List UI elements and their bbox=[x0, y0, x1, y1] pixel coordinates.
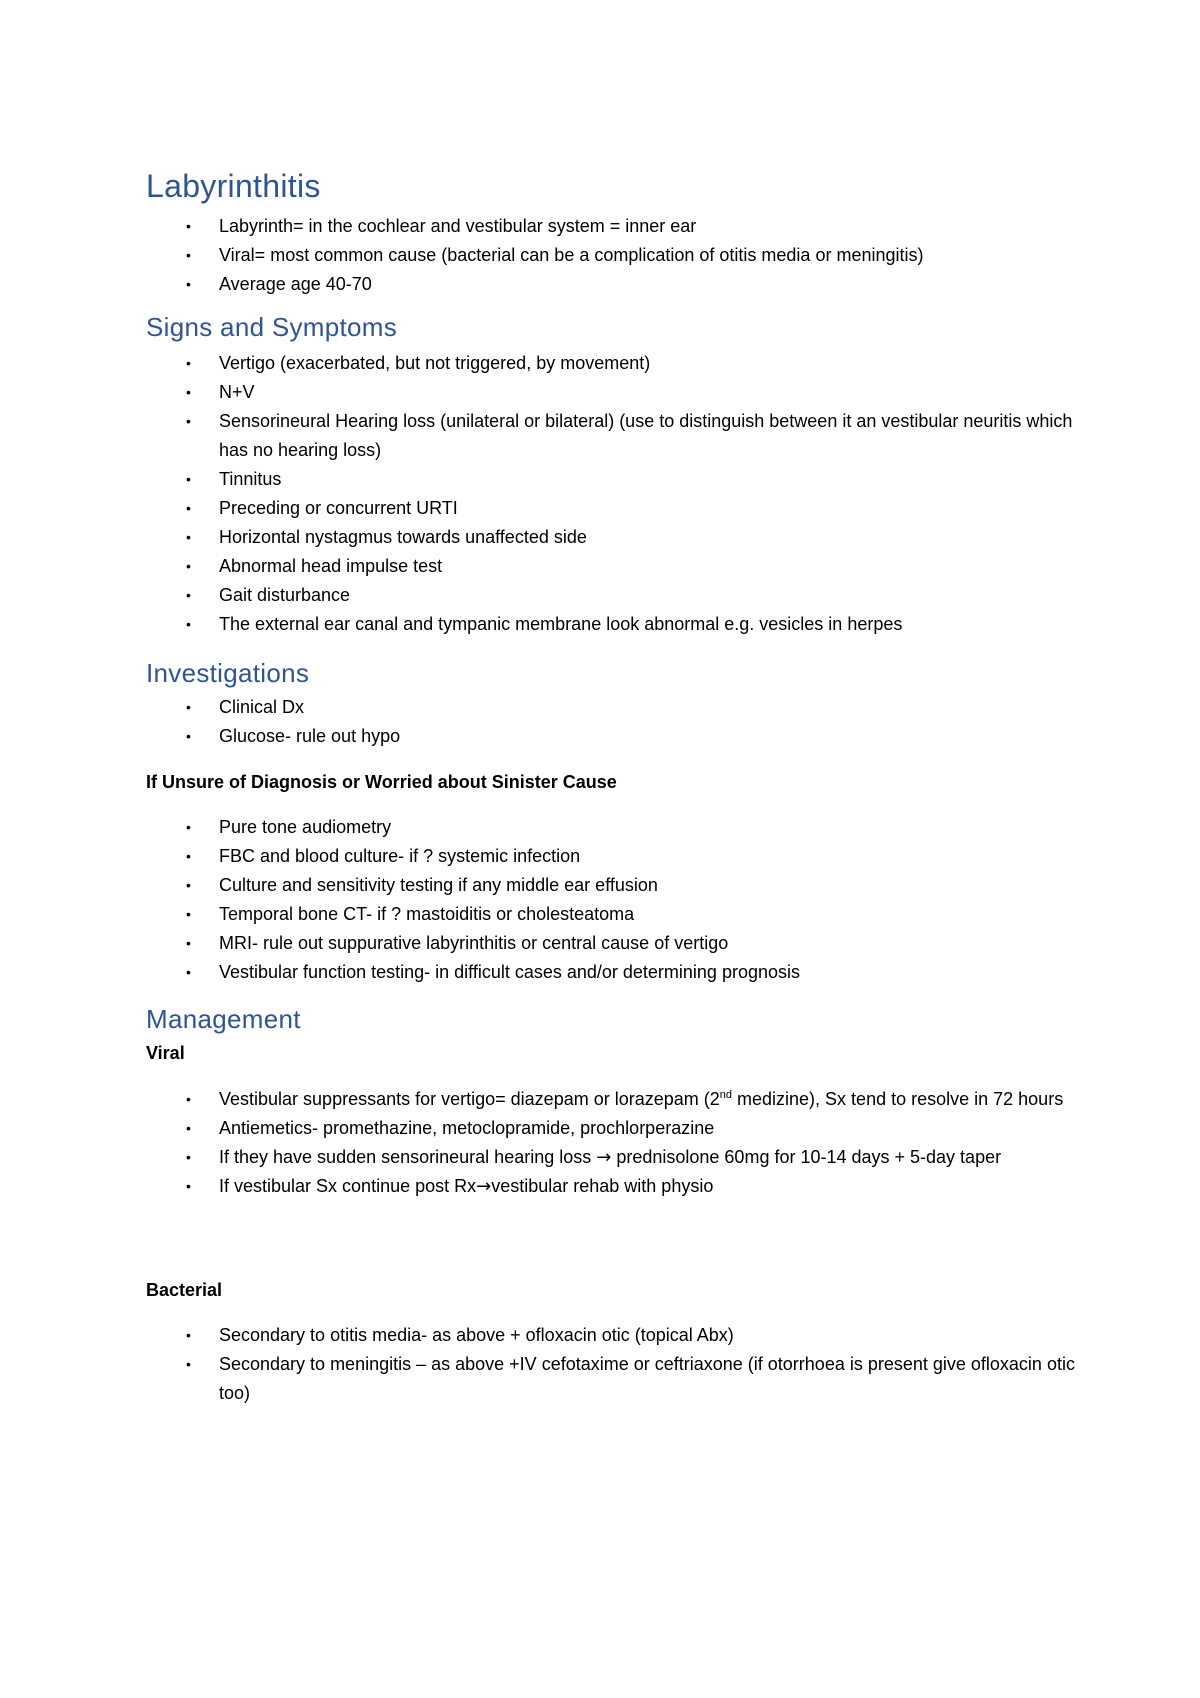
list-item: • Average age 40-70 bbox=[0, 270, 1079, 299]
bullet-icon: • bbox=[186, 1120, 191, 1136]
list-item: • The external ear canal and tympanic membrane look abnormal e.g. vesicles in herpes bbox=[0, 610, 1079, 639]
bullet-icon: • bbox=[186, 699, 191, 715]
investigations-subheading: If Unsure of Diagnosis or Worried about Sinister Cause bbox=[146, 772, 617, 792]
list-item: • Clinical Dx bbox=[0, 693, 1079, 722]
list-item: • Secondary to otitis media- as above + ofloxacin otic (topical Abx) bbox=[0, 1321, 1079, 1350]
list-item: • Gait disturbance bbox=[0, 581, 1079, 610]
bacterial-subheading: Bacterial bbox=[146, 1280, 223, 1300]
viral-subheading: Viral bbox=[146, 1043, 185, 1063]
bullet-icon: • bbox=[186, 1356, 191, 1372]
bullet-icon: • bbox=[186, 529, 191, 545]
list-item: • MRI- rule out suppurative labyrinthitis or central cause of vertigo bbox=[0, 929, 1079, 958]
bullet-icon: • bbox=[186, 616, 191, 632]
bullet-icon: • bbox=[186, 218, 191, 234]
list-item: • Pure tone audiometry bbox=[0, 813, 1079, 842]
bullet-icon: • bbox=[186, 819, 191, 835]
bullet-icon: • bbox=[186, 1327, 191, 1343]
bullet-icon: • bbox=[186, 355, 191, 371]
list-item: • Antiemetics- promethazine, metoclopramide, prochlorperazine bbox=[0, 1114, 1079, 1143]
bullet-icon: • bbox=[186, 848, 191, 864]
bullet-icon: • bbox=[186, 1178, 191, 1194]
bullet-icon: • bbox=[186, 500, 191, 516]
list-item: • If vestibular Sx continue post Rx→vestibular rehab with physio bbox=[0, 1172, 1079, 1201]
bullet-icon: • bbox=[186, 935, 191, 951]
list-item: • Preceding or concurrent URTI bbox=[0, 494, 1079, 523]
list-item: • If they have sudden sensorineural hearing loss → prednisolone 60mg for 10-14 days + 5-day taper bbox=[0, 1143, 1079, 1172]
signs-heading: Signs and Symptoms bbox=[146, 312, 398, 342]
bullet-icon: • bbox=[186, 558, 191, 574]
list-item: • Sensorineural Hearing loss (unilateral or bilateral) (use to distinguish between it an vestibular neuritis which has no hearing loss) bbox=[0, 407, 1079, 465]
investigations-sub-list bbox=[0, 813, 1079, 987]
list-item: • Secondary to meningitis – as above +IV cefotaxime or ceftriaxone (if otorrhoea is present give ofloxacin otic too) bbox=[0, 1350, 1079, 1408]
investigations-heading: Investigations bbox=[146, 658, 310, 688]
signs-list bbox=[0, 349, 1079, 639]
bullet-icon: • bbox=[186, 906, 191, 922]
list-item: • Abnormal head impulse test bbox=[0, 552, 1079, 581]
bullet-icon: • bbox=[186, 384, 191, 400]
bullet-icon: • bbox=[186, 276, 191, 292]
investigations-list bbox=[0, 693, 1079, 751]
bullet-icon: • bbox=[186, 1091, 191, 1107]
list-item: • FBC and blood culture- if ? systemic infection bbox=[0, 842, 1079, 871]
management-heading: Management bbox=[146, 1004, 301, 1034]
bullet-icon: • bbox=[186, 964, 191, 980]
bullet-icon: • bbox=[186, 247, 191, 263]
list-item: • N+V bbox=[0, 378, 1079, 407]
list-item: • Temporal bone CT- if ? mastoiditis or cholesteatoma bbox=[0, 900, 1079, 929]
bullet-icon: • bbox=[186, 877, 191, 893]
list-item: • Labyrinth= in the cochlear and vestibular system = inner ear bbox=[0, 212, 1079, 241]
list-item: • Viral= most common cause (bacterial can be a complication of otitis media or meningitis) bbox=[0, 241, 1079, 270]
list-item: • Glucose- rule out hypo bbox=[0, 722, 1079, 751]
list-item: • Horizontal nystagmus towards unaffected side bbox=[0, 523, 1079, 552]
arrow-right-icon: → bbox=[476, 1176, 492, 1197]
list-item: • Culture and sensitivity testing if any middle ear effusion bbox=[0, 871, 1079, 900]
bullet-icon: • bbox=[186, 413, 191, 429]
list-item: • Vestibular suppressants for vertigo= diazepam or lorazepam (2nd medizine), Sx tend to resolve in 72 hours bbox=[0, 1085, 1079, 1114]
bullet-icon: • bbox=[186, 1149, 191, 1165]
bullet-icon: • bbox=[186, 471, 191, 487]
page-title: Labyrinthitis bbox=[146, 168, 321, 204]
list-item: • Vestibular function testing- in difficult cases and/or determining prognosis bbox=[0, 958, 1079, 987]
list-item: • Tinnitus bbox=[0, 465, 1079, 494]
arrow-right-icon: → bbox=[596, 1147, 612, 1168]
viral-list bbox=[0, 1085, 1079, 1201]
bacterial-list bbox=[0, 1321, 1079, 1408]
intro-list bbox=[0, 212, 1079, 299]
bullet-icon: • bbox=[186, 587, 191, 603]
list-item: • Vertigo (exacerbated, but not triggered, by movement) bbox=[0, 349, 1079, 378]
bullet-icon: • bbox=[186, 728, 191, 744]
